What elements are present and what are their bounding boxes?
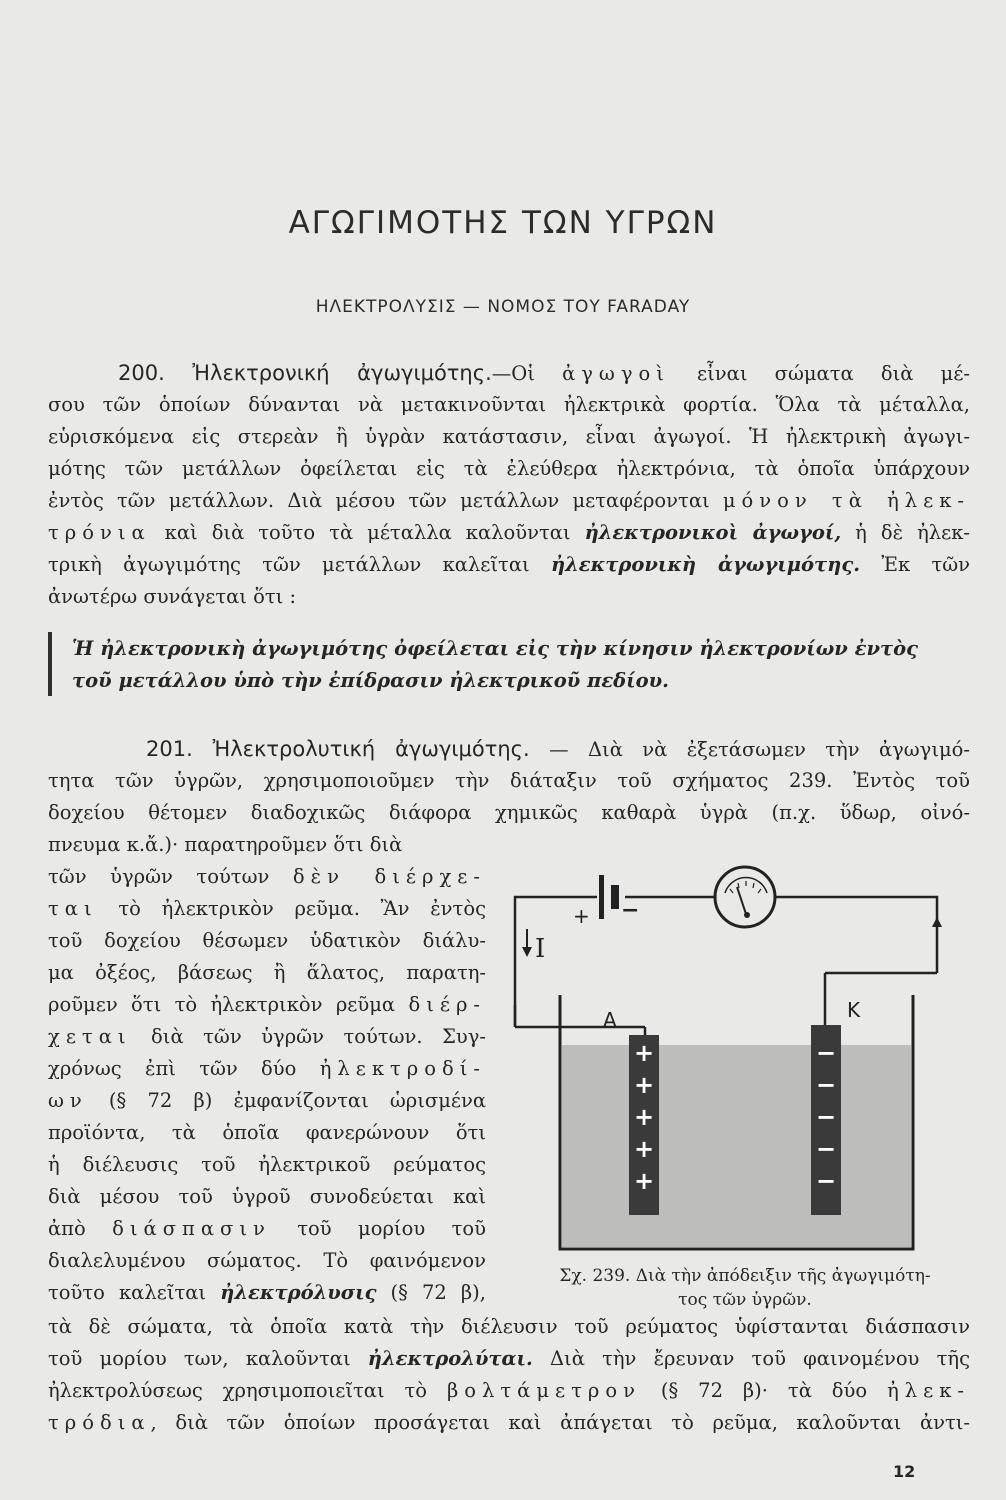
- paragraph-line: μα ὀξέος, βάσεως ἢ ἅλατος, παρατη-: [48, 961, 486, 984]
- cathode-charge-sign: −: [815, 1039, 837, 1067]
- cathode-label: K: [847, 998, 861, 1022]
- page-number: 12: [893, 1462, 916, 1481]
- paragraph-line: ἐντὸς τῶν μετάλλων. Διὰ μέσου τῶν μετάλλων μεταφέρονται μόνον τὰ ἠλεκ-: [48, 489, 970, 512]
- current-label: I: [535, 934, 546, 964]
- electrolyte-liquid: [562, 1045, 911, 1247]
- page-title: ΑΓΩΓΙΜΟΤΗΣ ΤΩΝ ΥΓΡΩΝ: [288, 205, 718, 241]
- battery-icon: [599, 875, 619, 919]
- paragraph-line: τὰ δὲ σώματα, τὰ ὁποῖα κατὰ τὴν διέλευσιν τοῦ ρεύματος ὑφίστανται διάσπασιν: [48, 1315, 970, 1338]
- current-arrow-down-icon: [522, 929, 532, 957]
- paragraph-line: εὑρισκόμενα εἰς στερεὰν ἢ ὑγρὰν κατάστασιν, εἶναι ἀγωγοί. Ἡ ἠλεκτρικὴ ἀγωγι-: [48, 425, 970, 448]
- battery-minus-label: −: [621, 898, 640, 923]
- ammeter-icon: [715, 867, 775, 927]
- rule-marker: [48, 632, 52, 696]
- current-arrow-up-icon: [932, 917, 942, 941]
- paragraph-line: ἡ διέλευσις τοῦ ἠλεκτρικοῦ ρεύματος: [48, 1153, 486, 1176]
- paragraph-line: σου τῶν ὁποίων δύνανται νὰ μετακινοῦνται ἠλεκτρικὰ φορτία. Ὅλα τὰ μέταλλα,: [48, 393, 970, 416]
- paragraph-line: τρικὴ ἀγωγιμότης τῶν μετάλλων καλεῖται ἠλεκτρονικὴ ἀγωγιμότης. Ἐκ τῶν: [48, 553, 970, 576]
- paragraph-line: προϊόντα, τὰ ὁποῖα φανερώνουν ὅτι: [48, 1121, 486, 1144]
- page-subtitle: ΗΛΕΚΤΡΟΛΥΣΙΣ — ΝΟΜΟΣ ΤΟΥ FARADAY: [315, 297, 691, 317]
- cathode-charge-sign: −: [815, 1103, 837, 1131]
- electrolysis-figure: [505, 845, 975, 1255]
- paragraph-line: χρόνως ἐπὶ τῶν δύο ἠλεκτροδί-: [48, 1057, 486, 1080]
- anode-label: A: [603, 1008, 617, 1032]
- paragraph-line: ροῦμεν ὅτι τὸ ἠλεκτρικὸν ρεῦμα διέρ-: [48, 993, 486, 1016]
- figure-caption: Σχ. 239. Διὰ τὴν ἀπόδειξιν τῆς ἀγωγιμότη- τος τῶν ὑγρῶν.: [559, 1266, 931, 1310]
- anode-charge-sign: +: [633, 1167, 655, 1195]
- paragraph-line: δοχείου θέτομεν διαδοχικῶς διάφορα χημικῶς καθαρὰ ὑγρὰ (π.χ. ὕδωρ, οἰνό-: [48, 801, 970, 824]
- paragraph-line: τοῦτο καλεῖται ἠλεκτρόλυσις (§ 72 β),: [48, 1281, 486, 1304]
- paragraph-line: διὰ μέσου τοῦ ὑγροῦ συνοδεύεται καὶ: [48, 1185, 486, 1208]
- paragraph-line: ται τὸ ἠλεκτρικὸν ρεῦμα. Ἂν ἐντὸς: [48, 897, 486, 920]
- paragraph-line: τοῦ δοχείου θέσωμεν ὑδατικὸν διάλυ-: [48, 929, 486, 952]
- paragraph-line: τῶν ὑγρῶν τούτων δὲν διέρχε-: [48, 865, 486, 888]
- paragraph-line: διαλελυμένου σώματος. Τὸ φαινόμενον: [48, 1249, 486, 1272]
- paragraph-line: τρόνια καὶ διὰ τοῦτο τὰ μέταλλα καλοῦνται ἠλεκτρονικοὶ ἀγωγοί, ἡ δὲ ἠλεκ-: [48, 521, 970, 544]
- battery-plus-label: +: [573, 904, 590, 928]
- section-heading: 200. Ἠλεκτρονική ἀγωγιμότης.: [118, 361, 492, 385]
- paragraph-line: ων (§ 72 β) ἐμφανίζονται ὡρισμένα: [48, 1089, 486, 1112]
- paragraph-line: ἠλεκτρολύσεως χρησιμοποιεῖται τὸ βολτάμετρον (§ 72 β)· τὰ δύο ἠλεκ-: [48, 1379, 970, 1402]
- paragraph-line: χεται διὰ τῶν ὑγρῶν τούτων. Συγ-: [48, 1025, 486, 1048]
- paragraph-line: ἀνωτέρω συνάγεται ὅτι :: [48, 585, 297, 608]
- paragraph-line: πνευμα κ.ἄ.)· παρατηροῦμεν ὅτι διὰ: [48, 833, 403, 856]
- paragraph-line: μότης τῶν μετάλλων ὀφείλεται εἰς τὰ ἐλεύθερα ἠλεκτρόνια, τὰ ὁποῖα ὑπάρχουν: [48, 457, 970, 480]
- anode-charge-sign: +: [633, 1103, 655, 1131]
- section-heading: 201. Ἠλεκτρολυτική ἀγωγιμότης.: [146, 737, 530, 761]
- paragraph-line: τοῦ μορίου των, καλοῦνται ἠλεκτρολύται. Διὰ τὴν ἔρευναν τοῦ φαινομένου τῆς: [48, 1347, 970, 1370]
- paragraph-line: ἀπὸ διάσπασιν τοῦ μορίου τοῦ: [48, 1217, 486, 1240]
- paragraph-line: τητα τῶν ὑγρῶν, χρησιμοποιοῦμεν τὴν διάταξιν τοῦ σχήματος 239. Ἐντὸς τοῦ: [48, 769, 970, 792]
- cathode-charge-sign: −: [815, 1071, 837, 1099]
- anode-charge-sign: +: [633, 1135, 655, 1163]
- cathode-charge-sign: −: [815, 1135, 837, 1163]
- anode-charge-sign: +: [633, 1039, 655, 1067]
- anode-charge-sign: +: [633, 1071, 655, 1099]
- rule-statement: Ἡ ἠλεκτρονικὴ ἀγωγιμότης ὀφείλεται εἰς τὴν κίνησιν ἠλεκτρονίων ἐντὸς: [72, 637, 919, 660]
- paragraph-line: 201. Ἠλεκτρολυτική ἀγωγιμότης. — Διὰ νὰ ἐξετάσωμεν τὴν ἀγωγιμό-: [146, 737, 970, 761]
- paragraph-line: τρόδια, διὰ τῶν ὁποίων προσάγεται καὶ ἀπάγεται τὸ ρεῦμα, καλοῦνται ἀντι-: [48, 1411, 970, 1434]
- rule-statement: τοῦ μετάλλου ὑπὸ τὴν ἐπίδρασιν ἠλεκτρικοῦ πεδίου.: [72, 669, 669, 692]
- paragraph-line: 200. Ἠλεκτρονική ἀγωγιμότης.—Οἱ ἀγωγοὶ εἶναι σώματα διὰ μέ-: [118, 361, 970, 385]
- cathode-charge-sign: −: [815, 1167, 837, 1195]
